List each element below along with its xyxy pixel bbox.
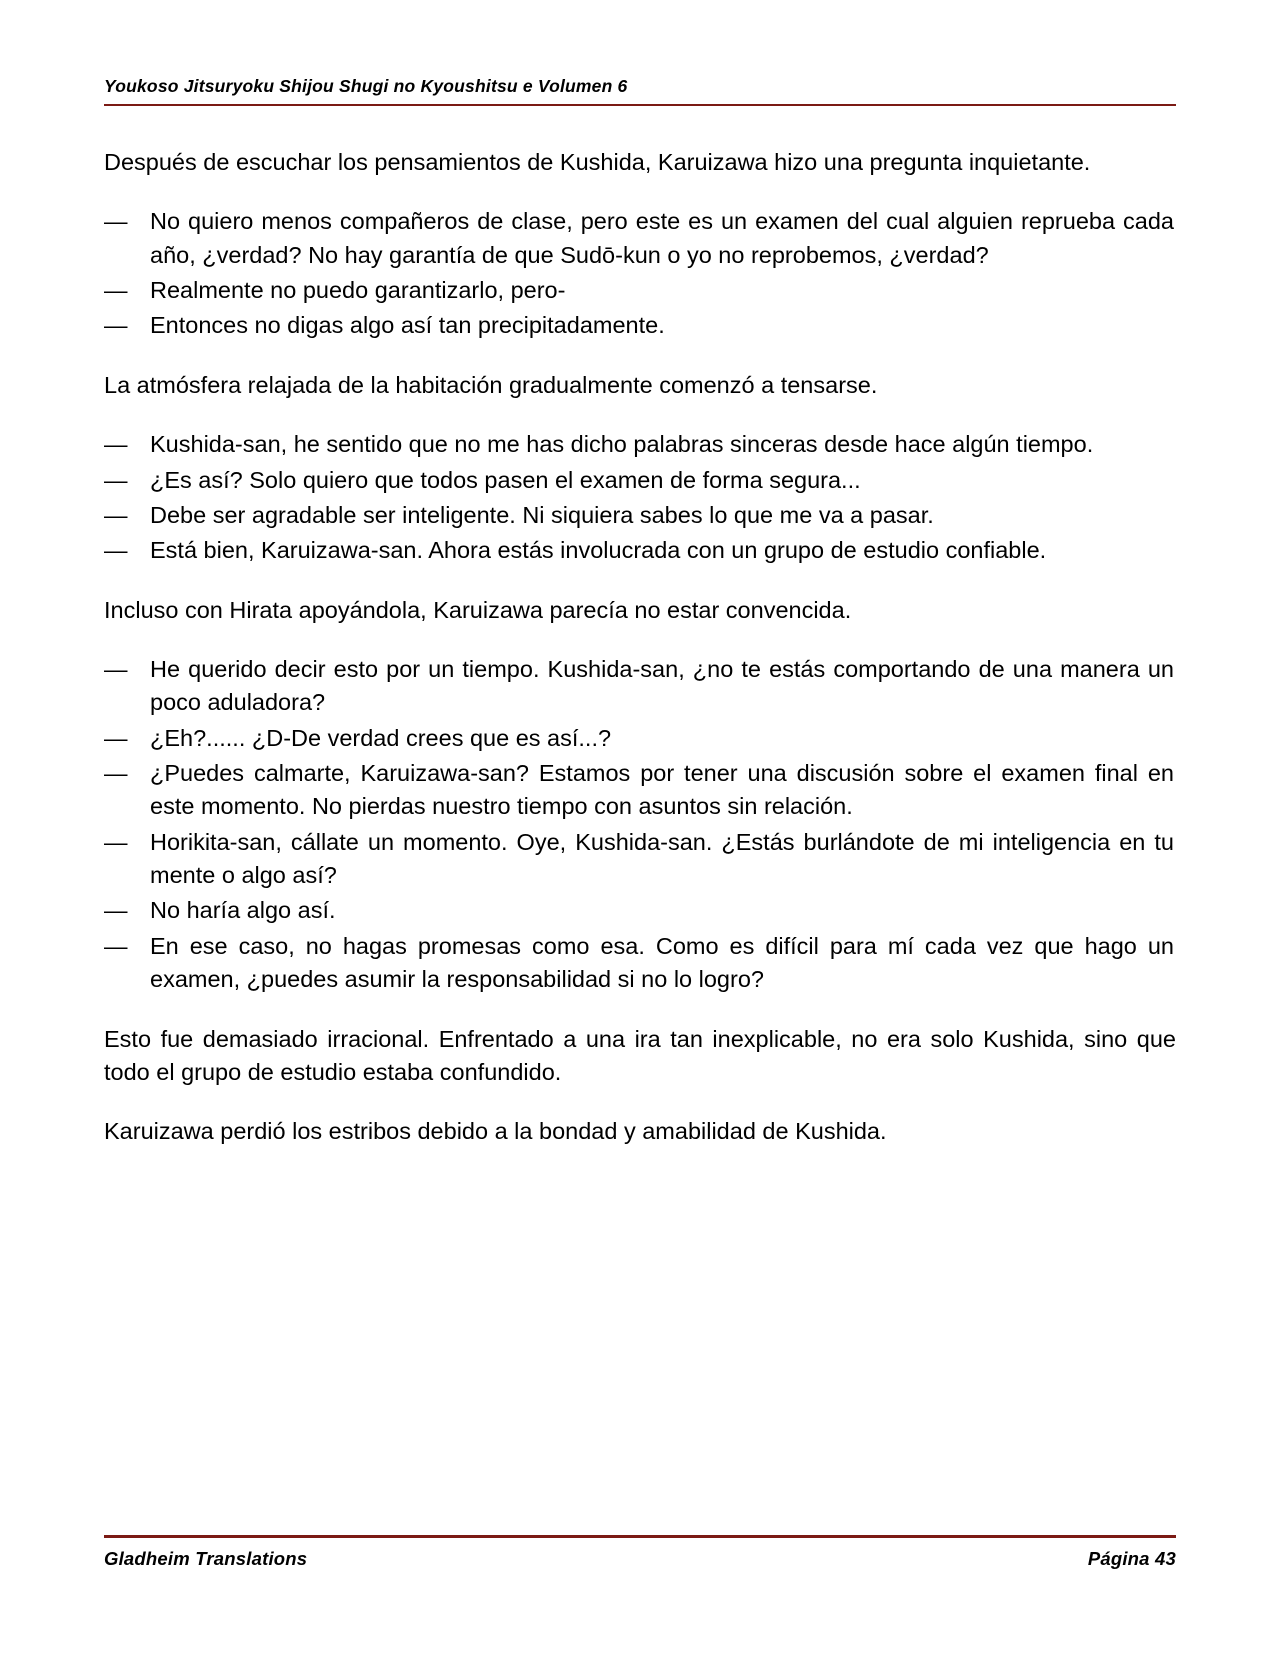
dialogue-text: Entonces no digas algo así tan precipitadamente. <box>150 312 665 339</box>
footer-divider <box>104 1535 1176 1538</box>
header-title: Youkoso Jitsuryoku Shijou Shugi no Kyoushitsu e Volumen 6 <box>104 76 628 96</box>
paragraph: Después de escuchar los pensamientos de Kushida, Karuizawa hizo una pregunta inquietante. <box>104 149 1091 175</box>
dialogue-dash: — <box>104 312 128 339</box>
dialogue-line <box>104 428 1176 461</box>
page-number: Página 43 <box>1087 1548 1176 1569</box>
dialogue-dash: — <box>104 828 128 855</box>
paragraph: Incluso con Hirata apoyándola, Karuizawa parecía no estar convencida. <box>104 596 852 623</box>
dialogue-dash: — <box>104 466 128 493</box>
dialogue-block-1 <box>104 205 1176 342</box>
header-divider <box>104 104 1176 106</box>
dialogue-dash: — <box>104 724 128 751</box>
dialogue-line <box>104 722 1176 755</box>
dialogue-text: Realmente no puedo garantizarlo, pero- <box>150 277 566 304</box>
dialogue-block-3 <box>104 653 1176 997</box>
dialogue-text: No quiero menos compañeros de clase, pero este es un examen del cual alguien reprueba cada año, ¿verdad? No hay garantía de que Sudō-kun o yo no reprobemos, ¿verdad? <box>150 208 1174 268</box>
dialogue-line <box>104 757 1176 824</box>
footer-row <box>104 1548 1176 1570</box>
dialogue-line <box>104 205 1176 272</box>
dialogue-text: Kushida-san, he sentido que no me has dicho palabras sinceras desde hace algún tiempo. <box>150 431 1094 458</box>
dialogue-dash: — <box>104 208 128 235</box>
page-header <box>104 76 1176 106</box>
dialogue-text: ¿Es así? Solo quiero que todos pasen el examen de forma segura... <box>150 466 861 493</box>
dialogue-dash: — <box>104 277 128 304</box>
dialogue-dash: — <box>104 760 128 787</box>
dialogue-line <box>104 826 1176 893</box>
dialogue-line <box>104 930 1176 997</box>
dialogue-dash: — <box>104 897 128 924</box>
dialogue-text: ¿Puedes calmarte, Karuizawa-san? Estamos por tener una discusión sobre el examen final en este momento. No pierdas nuestro tiempo con asuntos sin relación. <box>150 760 1174 820</box>
dialogue-line <box>104 274 1176 307</box>
dialogue-line <box>104 309 1176 342</box>
dialogue-text: Horikita-san, cállate un momento. Oye, Kushida-san. ¿Estás burlándote de mi inteligencia en tu mente o algo así? <box>150 828 1174 889</box>
paragraph: Karuizawa perdió los estribos debido a la bondad y amabilidad de Kushida. <box>104 1118 887 1145</box>
paragraph: La atmósfera relajada de la habitación gradualmente comenzó a tensarse. <box>104 371 878 398</box>
dialogue-dash: — <box>104 537 128 564</box>
footer-credit: Gladheim Translations <box>104 1548 308 1569</box>
dialogue-line <box>104 499 1176 532</box>
dialogue-line <box>104 653 1176 720</box>
dialogue-dash: — <box>104 932 128 959</box>
dialogue-dash: — <box>104 501 128 528</box>
page-footer <box>104 1535 1176 1570</box>
dialogue-text: Está bien, Karuizawa-san. Ahora estás involucrada con un grupo de estudio confiable. <box>150 537 1047 564</box>
dialogue-block-2 <box>104 428 1176 567</box>
dialogue-line <box>104 534 1176 567</box>
dialogue-line <box>104 464 1176 497</box>
dialogue-line <box>104 894 1176 927</box>
page-content <box>104 146 1176 1149</box>
dialogue-dash: — <box>104 431 128 458</box>
dialogue-text: En ese caso, no hagas promesas como esa. Como es difícil para mí cada vez que hago un examen, ¿puedes asumir la responsabilidad si no lo logro? <box>150 932 1174 993</box>
dialogue-text: He querido decir esto por un tiempo. Kushida-san, ¿no te estás comportando de una manera un poco aduladora? <box>150 655 1174 716</box>
dialogue-text: ¿Eh?...... ¿D-De verdad crees que es así...? <box>150 724 612 751</box>
dialogue-text: No haría algo así. <box>150 897 336 924</box>
paragraph: Esto fue demasiado irracional. Enfrentado a una ira tan inexplicable, no era solo Kushida, sino que todo el grupo de estudio estaba confundido. <box>104 1025 1176 1085</box>
dialogue-dash: — <box>104 655 128 682</box>
dialogue-text: Debe ser agradable ser inteligente. Ni siquiera sabes lo que me va a pasar. <box>150 501 934 528</box>
